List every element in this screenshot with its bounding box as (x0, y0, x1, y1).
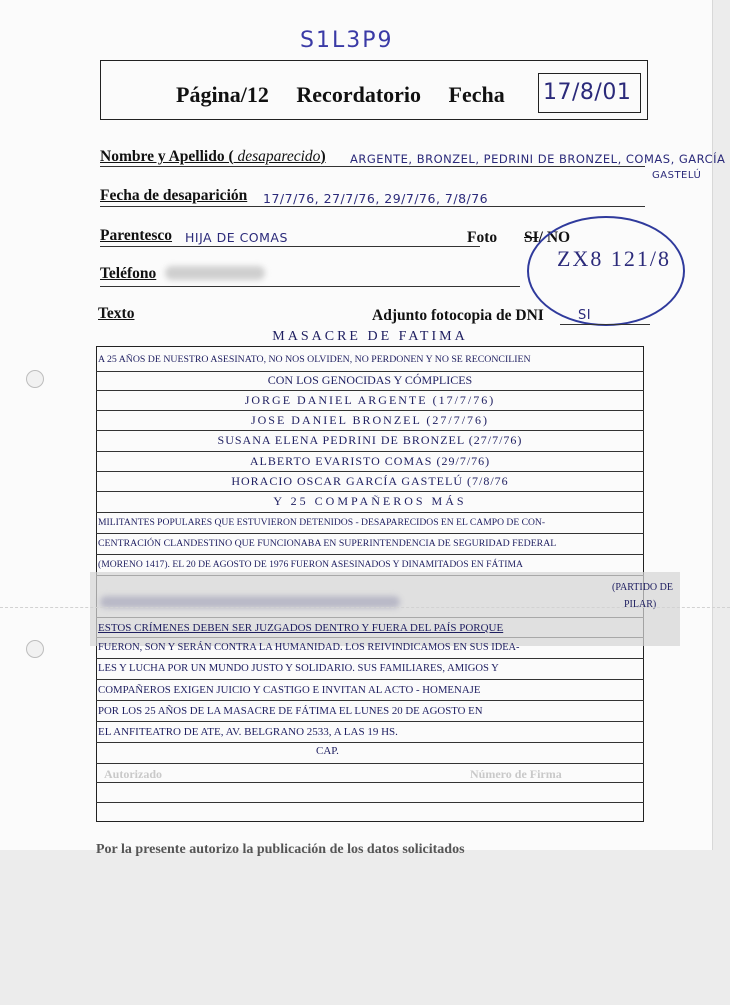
photo-label: Foto (467, 229, 498, 246)
text-line-10: MILITANTES POPULARES QUE ESTUVIERON DETENIDOS - DESAPARECIDOS EN EL CAMPO DE CON- (98, 517, 546, 528)
name-value: ARGENTE, BRONZEL, PEDRINI DE BRONZEL, COMAS, GARCÍA (350, 152, 726, 166)
header-title (176, 82, 527, 108)
dni-value: SI (578, 308, 592, 323)
name-value-cont: GASTELÚ (652, 170, 702, 181)
text-line-12: (MORENO 1417). EL 20 DE AGOSTO DE 1976 FUERON ASESINADOS Y DINAMITADOS EN FÁTIMA (98, 559, 523, 570)
relation-label: Parentesco (100, 227, 173, 244)
text-line-9: Y 25 COMPAÑEROS MÁS (273, 494, 467, 508)
phone-redacted (165, 266, 265, 280)
faded-authorized: Autorizado (104, 767, 162, 781)
text-line-21: CAP. (316, 745, 339, 757)
form-title: Recordatorio (296, 82, 422, 107)
date-label: Fecha (448, 82, 505, 107)
text-line-18: COMPAÑEROS EXIGEN JUICIO Y CASTIGO E INVITAN AL ACTO - HOMENAJE (98, 684, 481, 696)
name-label: Nombre y Apellido ( desaparecido) (100, 148, 326, 165)
text-line-14: PILAR) (624, 599, 657, 610)
text-line-20: EL ANFITEATRO DE ATE, AV. BELGRANO 2533, A LAS 19 HS. (98, 726, 398, 738)
photo-si: SI (524, 229, 539, 246)
text-line-1: MASACRE DE FATIMA (272, 329, 468, 344)
footer-cut-text: Por la presente autorizo la publicación de los datos solicitados (96, 842, 465, 857)
disappearance-date-label: Fecha de desaparición (100, 187, 248, 204)
phone-label: Teléfono (100, 265, 157, 282)
tape-strip (90, 572, 680, 646)
text-line-6: SUSANA ELENA PEDRINI DE BRONZEL (27/7/76) (217, 433, 523, 447)
text-line-2: A 25 AÑOS DE NUESTRO ASESINATO, NO NOS OLVIDEN, NO PERDONEN Y NO SE RECONCILIEN (98, 354, 531, 365)
punch-hole-bottom (26, 640, 44, 658)
text-line-8: HORACIO OSCAR GARCÍA GASTELÚ (7/8/76 (231, 474, 509, 488)
faded-signature: Número de Firma (470, 767, 562, 781)
photo-no: NO (546, 229, 571, 246)
punch-hole-top (26, 370, 44, 388)
text-line-16: FUERON, SON Y SERÁN CONTRA LA HUMANIDAD. LOS REIVINDICAMOS EN SUS IDEA- (98, 642, 520, 653)
dni-label: Adjunto fotocopia de DNI (372, 307, 544, 324)
text-line-5: JOSE DANIEL BRONZEL (27/7/76) (250, 413, 490, 427)
circled-note: ZX8 121/8 (557, 246, 671, 271)
text-line-13: (PARTIDO DE (612, 582, 673, 593)
date-value: 17/8/01 (538, 73, 641, 113)
text-line-11: CENTRACIÓN CLANDESTINO QUE FUNCIONABA EN SUPERINTENDENCIA DE SEGURIDAD FEDERAL (98, 538, 557, 549)
disappearance-date-value: 17/7/76, 27/7/76, 29/7/76, 7/8/76 (263, 191, 489, 206)
text-line-7: ALBERTO EVARISTO COMAS (29/7/76) (249, 454, 491, 468)
text-line-17: LES Y LUCHA POR UN MUNDO JUSTO Y SOLIDARIO. SUS FAMILIARES, AMIGOS Y (98, 663, 499, 674)
text-line-3: CON LOS GENOCIDAS Y CÓMPLICES (267, 373, 473, 387)
page-name: Página/12 (176, 82, 269, 107)
text-line-15: ESTOS CRÍMENES DEBEN SER JUZGADOS DENTRO Y FUERA DEL PAÍS PORQUE (98, 622, 504, 634)
photo-options: SI/ NO (524, 229, 571, 246)
text-line-4: JORGE DANIEL ARGENTE (17/7/76) (244, 393, 496, 407)
text-line-19: POR LOS 25 AÑOS DE LA MASACRE DE FÁTIMA EL LUNES 20 DE AGOSTO EN (98, 705, 483, 717)
text-label: Texto (98, 305, 135, 322)
fold-line (0, 607, 730, 608)
relation-value: HIJA DE COMAS (185, 230, 288, 245)
archive-code: S1L3P9 (300, 28, 394, 53)
